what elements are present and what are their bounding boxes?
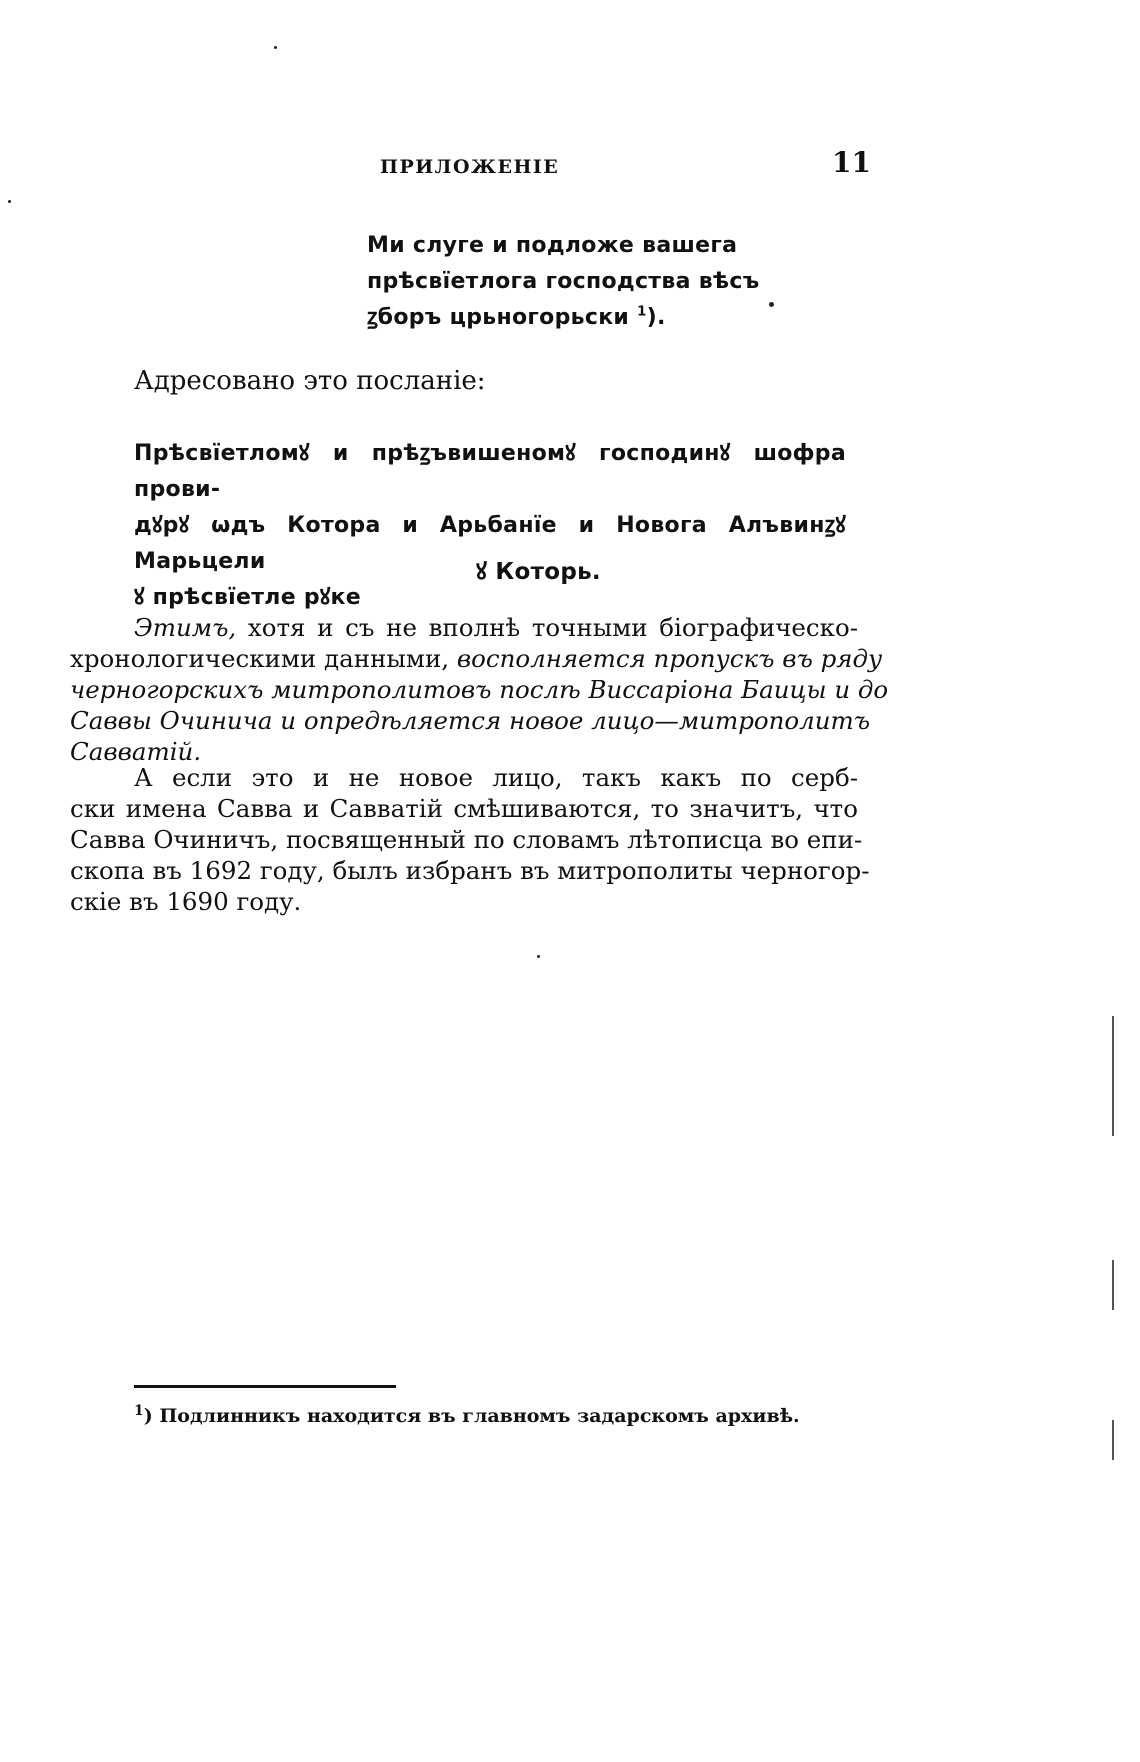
scan-margin-line — [1112, 1420, 1114, 1460]
paragraph-line: скопа въ 1692 году, былъ избранъ въ митрополиты черногор- — [70, 856, 870, 885]
paragraph-line: Савватій. — [70, 737, 202, 766]
paragraph-2 — [70, 762, 870, 917]
paragraph-1 — [70, 612, 889, 767]
addressed-line: Адресовано это посланіе: — [134, 366, 486, 396]
paragraph-line — [70, 643, 883, 674]
signature-line — [367, 300, 787, 336]
signature-line: Ми слуге и подложе вашега — [367, 233, 738, 258]
letter-signature — [367, 228, 787, 336]
scan-margin-line — [1112, 1260, 1114, 1310]
scan-speck — [274, 46, 277, 49]
scan-margin-line — [1112, 1016, 1114, 1136]
running-title: ПРИЛОЖЕНІЕ — [380, 156, 560, 178]
scan-speck — [769, 302, 774, 307]
paragraph-line — [70, 612, 858, 643]
footnote-mark: 1 — [134, 1403, 144, 1419]
address-line: ꙋ прѣсвїетле рꙋке — [134, 585, 362, 610]
paragraph-line: Савва Очиничъ, посвященный по словамъ лѣтописца во епи- — [70, 825, 863, 854]
address-line: Прѣсвїетломꙋ и прѣꙁъвишеномꙋ господинꙋ шофра прови- — [134, 441, 846, 502]
footnote — [134, 1403, 800, 1427]
letter-address — [134, 436, 846, 616]
signature-line-end: ). — [646, 305, 666, 330]
footnote-reference: 1 — [637, 304, 647, 320]
letter-destination: ꙋ Которь. — [476, 559, 601, 585]
italic-text: восполняется пропускъ въ ряду — [456, 644, 883, 673]
page-number: 11 — [832, 146, 871, 179]
plain-text: хотя и съ не вполнѣ точными біографическо- — [247, 613, 858, 642]
paragraph-line: черногорскихъ митрополитовъ послѣ Виссаріона Баицы и до — [70, 675, 889, 704]
paragraph-line: ски имена Савва и Савватій смѣшиваются, то значитъ, что — [70, 794, 858, 823]
footnote-separator — [134, 1385, 396, 1388]
paragraph-line: А если это и не новое лицо, такъ какъ по серб- — [134, 763, 858, 792]
italic-text: Этимъ, — [134, 613, 237, 642]
signature-line-text: ꙁборъ црьногорьски — [367, 305, 630, 330]
paragraph-line: скіе въ 1690 году. — [70, 887, 302, 916]
address-line: дꙋрꙋ ѡдъ Котора и Арьбанїе и Новога Алъвинꙁꙋ Марьцели — [134, 513, 846, 574]
plain-text: хронологическими данными, — [70, 644, 450, 673]
scan-speck — [8, 200, 11, 203]
signature-line: прѣсвїетлога господства вѣсъ — [367, 269, 760, 294]
scan-speck — [537, 955, 540, 958]
footnote-text: ) Подлинникъ находится въ главномъ задарскомъ архивѣ. — [143, 1405, 800, 1427]
paragraph-line: Саввы Очинича и опредѣляется новое лицо—митрополитъ — [70, 706, 871, 735]
